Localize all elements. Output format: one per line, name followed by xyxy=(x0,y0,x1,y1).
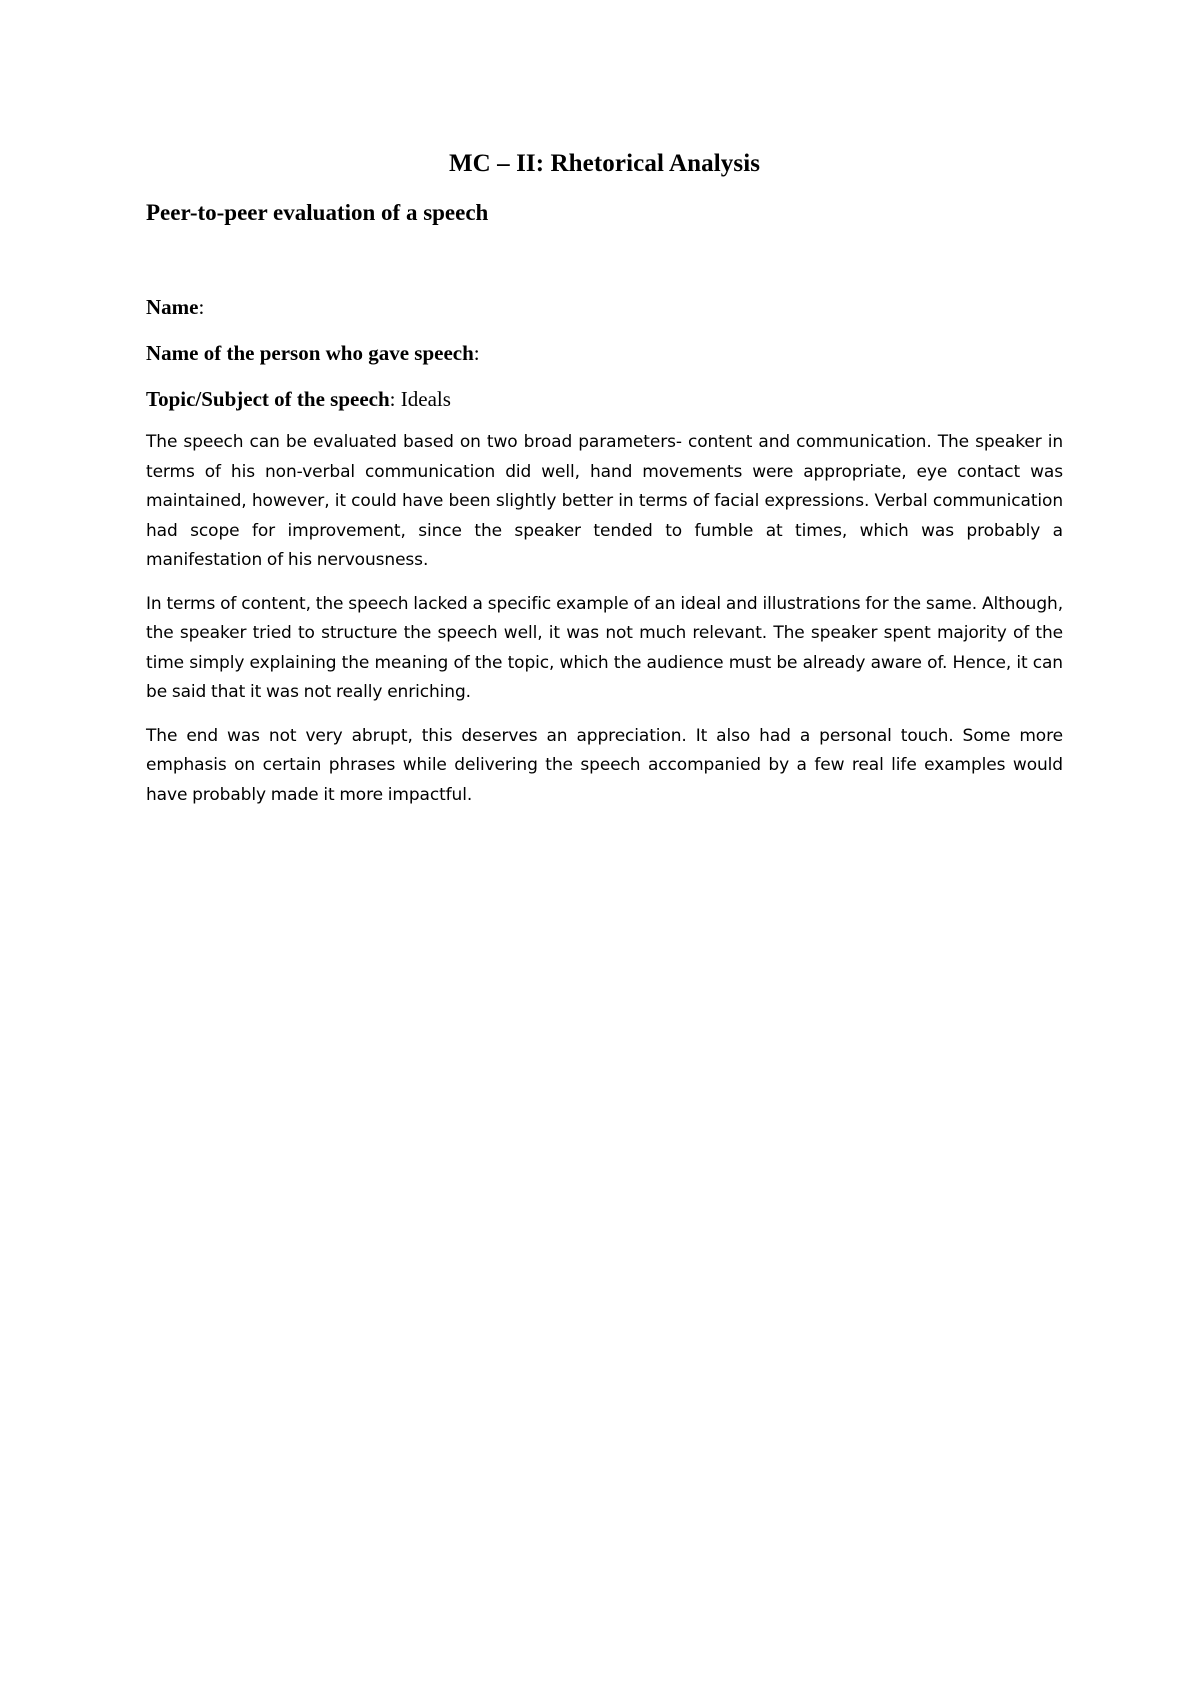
speaker-field xyxy=(146,338,1063,368)
document-body xyxy=(146,146,1063,810)
topic-field-value: Ideals xyxy=(395,387,451,411)
topic-field-colon: : xyxy=(389,387,396,411)
evaluation-paragraph-content: In terms of content, the speech lacked a specific example of an ideal and illustrations for the same. Although, the speaker tried to structure the speech well, it was not much relevant. The speaker spent majority of the time simply explaining the meaning of the topic, which the audience must be already aware of. Hence, it can be said that it was not really enriching. xyxy=(146,593,1063,702)
document-subtitle: Peer-to-peer evaluation of a speech xyxy=(146,200,489,225)
name-field xyxy=(146,292,1063,322)
topic-field xyxy=(146,384,1063,414)
name-field-label: Name xyxy=(146,295,199,319)
document-title: MC – II: Rhetorical Analysis xyxy=(448,150,761,177)
name-field-colon: : xyxy=(198,295,205,319)
topic-field-label: Topic/Subject of the speech xyxy=(146,387,390,411)
evaluation-paragraph-ending: The end was not very abrupt, this deserves an appreciation. It also had a personal touch. Some more emphasis on certain phrases while delivering the speech accompanied by a few real life examples would have probably made it more impactful. xyxy=(146,725,1063,805)
evaluation-paragraph-communication: The speech can be evaluated based on two broad parameters- content and communication. The speaker in terms of his non-verbal communication did well, hand movements were appropriate, eye contact was maintained, however, it could have been slightly better in terms of facial expressions. Verbal communication had scope for improvement, since the speaker tended to fumble at times, which was probably a manifestation of his nervousness. xyxy=(146,432,1063,570)
speaker-field-colon: : xyxy=(473,341,480,365)
speaker-field-label: Name of the person who gave speech xyxy=(146,341,474,365)
